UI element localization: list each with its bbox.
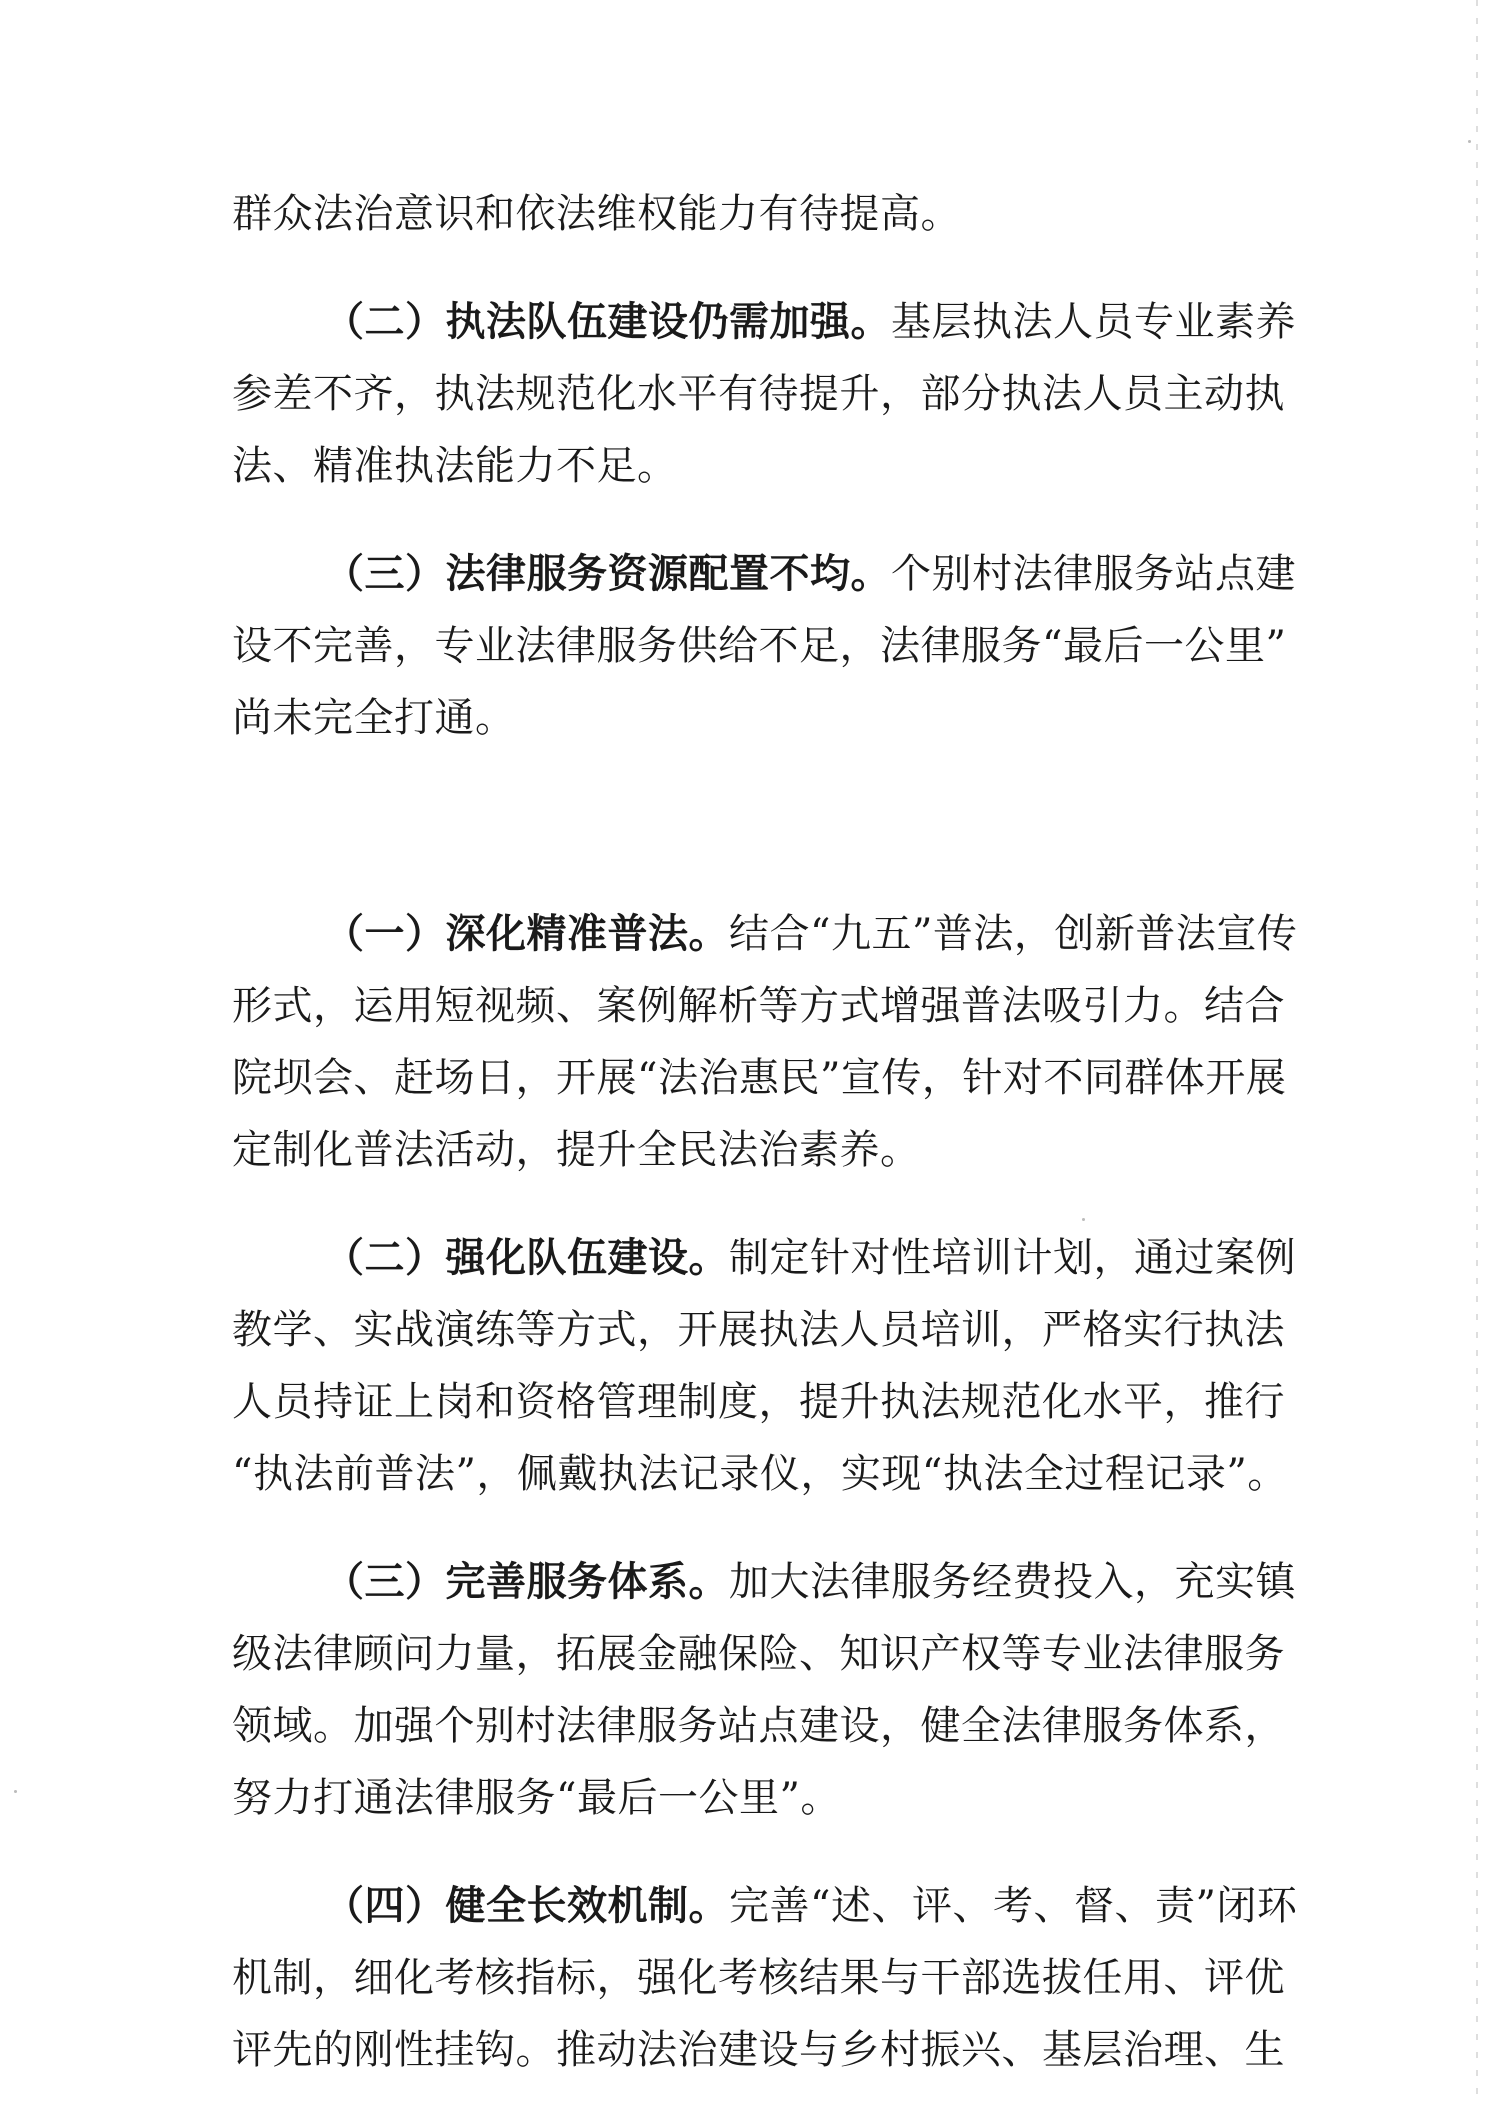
paragraph-first-rest: 制定针对性培训计划，通过案例 (729, 1235, 1296, 1281)
paragraph-first-rest: 基层执法人员专业素养 (891, 299, 1296, 345)
paragraph-line: 院坝会、赶场日，开展“法治惠民”宣传，针对不同群体开展 (232, 1055, 1287, 1101)
paragraph-first-line (232, 1870, 1298, 1942)
paragraph-first-line (232, 1546, 1296, 1618)
paragraph-line: “执法前普法”，佩戴执法记录仪，实现“执法全过程记录”。 (232, 1451, 1288, 1497)
paragraph-first-line (232, 1222, 1296, 1294)
paragraph-bold-head: （三）完善服务体系。 (324, 1558, 729, 1605)
paragraph-first-rest: 加大法律服务经费投入，充实镇 (729, 1559, 1296, 1605)
paragraph-bold-head: （四）健全长效机制。 (324, 1882, 729, 1929)
paragraph-line: 法、精准执法能力不足。 (232, 443, 678, 489)
paragraph-bold-head: （二）执法队伍建设仍需加强。 (324, 298, 891, 345)
scan-speck (1468, 140, 1471, 143)
paragraph-line: 尚未完全打通。 (232, 695, 516, 741)
section-heading (232, 790, 1272, 862)
paragraph-line: 群众法治意识和依法维权能力有待提高。 (232, 191, 961, 237)
paragraph-line: 参差不齐，执法规范化水平有待提升，部分执法人员主动执 (232, 371, 1285, 417)
paragraph-bold-head: （一）深化精准普法。 (324, 910, 729, 957)
paragraph-line: 领域。加强个别村法律服务站点建设，健全法律服务体系， (232, 1703, 1285, 1749)
body-text (232, 178, 1298, 2086)
paragraph-line: 形式，运用短视频、案例解析等方式增强普法吸引力。结合 (232, 983, 1285, 1029)
paragraph-line: 设不完善，专业法律服务供给不足，法律服务“最后一公里” (232, 623, 1287, 669)
paragraph-first-rest: 个别村法律服务站点建 (891, 551, 1296, 597)
paragraph-first-rest: 完善“述、评、考、督、责”闭环 (729, 1883, 1298, 1929)
paragraph-line: 评先的刚性挂钩。推动法治建设与乡村振兴、基层治理、生 (232, 2027, 1285, 2073)
paragraph-line: 人员持证上岗和资格管理制度，提升执法规范化水平，推行 (232, 1379, 1285, 1425)
paragraph-line: 定制化普法活动，提升全民法治素养。 (232, 1127, 921, 1173)
paragraph-first-line (232, 898, 1298, 970)
scan-edge-artifact (1476, 0, 1478, 2104)
paragraph-first-rest: 结合“九五”普法，创新普法宣传 (729, 911, 1298, 957)
paragraph-bold-head: （三）法律服务资源配置不均。 (324, 550, 891, 597)
paragraph-line: 教学、实战演练等方式，开展执法人员培训，严格实行执法 (232, 1307, 1285, 1353)
paragraph-line: 努力打通法律服务“最后一公里”。 (232, 1775, 841, 1821)
paragraph-line: 级法律顾问力量，拓展金融保险、知识产权等专业法律服务 (232, 1631, 1285, 1677)
scan-speck (14, 1790, 17, 1793)
paragraph-bold-head: （二）强化队伍建设。 (324, 1234, 729, 1281)
paragraph-first-line (232, 538, 1296, 610)
paragraph-line: 机制，细化考核指标，强化考核结果与干部选拔任用、评优 (232, 1955, 1285, 2001)
paragraph-first-line (232, 286, 1296, 358)
